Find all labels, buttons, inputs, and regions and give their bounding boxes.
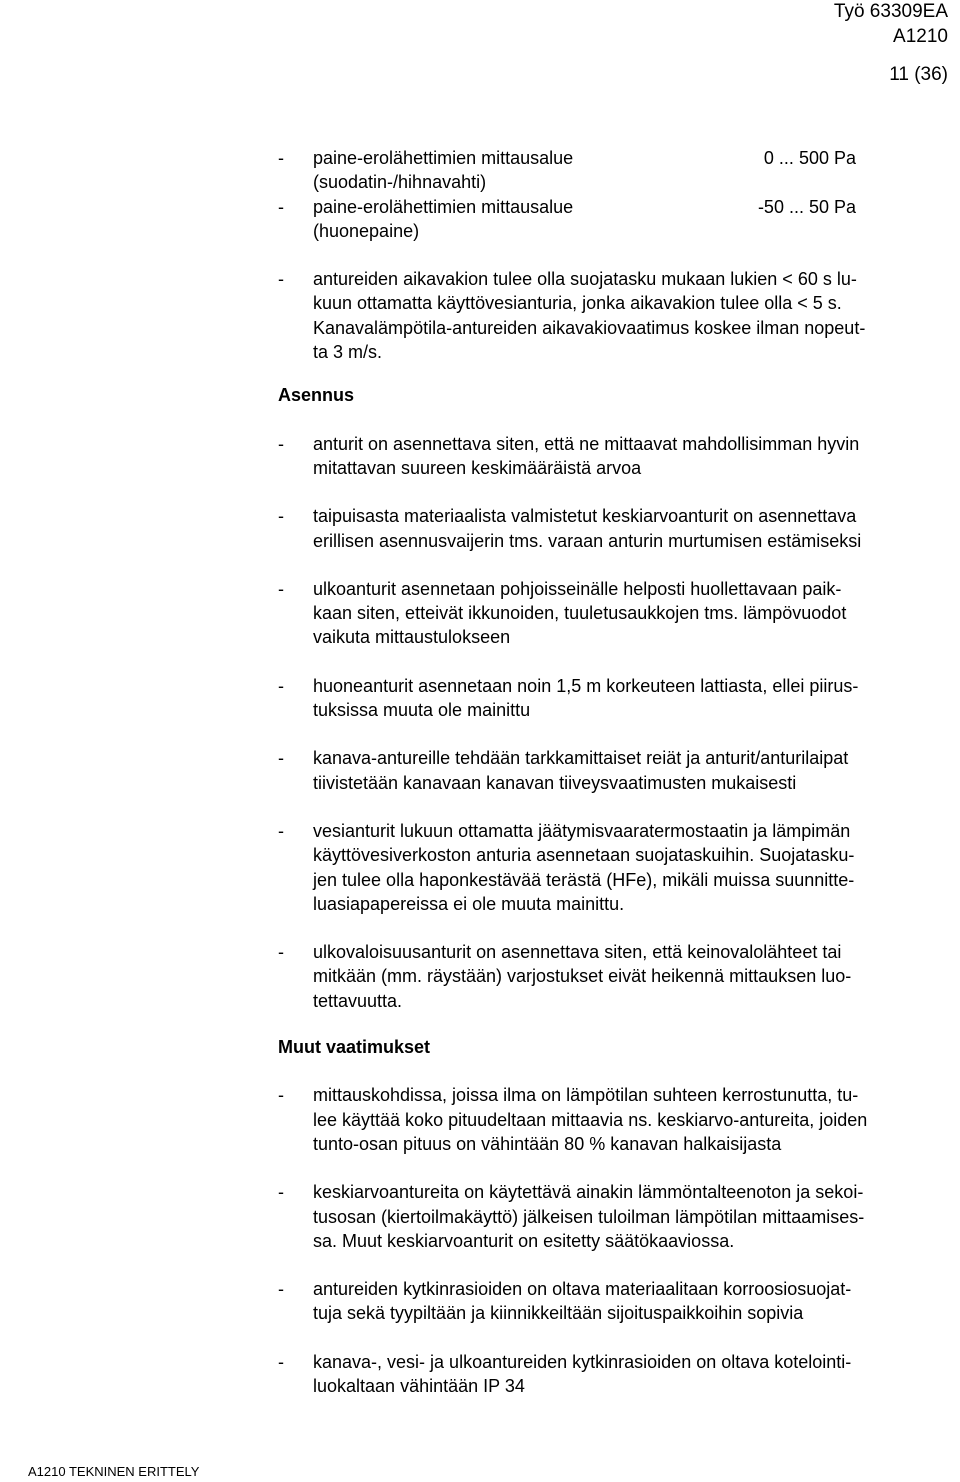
range-item <box>278 146 960 195</box>
text-line: ta 3 m/s. <box>313 342 383 363</box>
list-item <box>278 674 960 723</box>
list-dash: - <box>278 675 284 696</box>
text-line: sa. Muut keskiarvoanturit on esitetty säätökaaviossa. <box>313 1230 735 1251</box>
list-dash: - <box>278 748 284 769</box>
range-label: paine-erolähettimien mittausalue <box>313 196 574 217</box>
text-line: vesianturit lukuun ottamatta jäätymisvaaratermostaatin ja lämpimän <box>313 820 851 841</box>
range-value: 0 ... 500 Pa <box>763 148 856 168</box>
section-heading-muut-vaatimukset: Muut vaatimukset <box>278 1037 431 1058</box>
text-line: lee käyttää koko pituudeltaan mittaavia ns. keskiarvo-antureita, joiden <box>313 1109 868 1130</box>
range-sublabel: (suodatin-/hihnavahti) <box>313 172 487 193</box>
list-item <box>278 1350 960 1399</box>
list-item <box>278 746 960 795</box>
time-constant-item <box>278 267 960 364</box>
list-item <box>278 819 960 916</box>
page-number: 11 (36) <box>889 64 948 85</box>
list-item <box>278 1083 960 1156</box>
list-dash: - <box>278 433 284 454</box>
text-line: ulkoanturit asennetaan pohjoisseinälle helposti huollettavaan paik- <box>313 578 842 599</box>
list-dash: - <box>278 506 284 527</box>
text-line: ulkovaloisuusanturit on asennettava siten, että keinovalolähteet tai <box>313 942 842 963</box>
text-line: tettavuutta. <box>313 990 403 1011</box>
text-line: Kanavalämpötila-antureiden aikavakiovaatimus koskee ilman nopeut- <box>313 317 866 338</box>
text-line: erillisen asennusvaijerin tms. varaan anturin murtumisen estämiseksi <box>313 530 862 551</box>
text-line: kaan siten, etteivät ikkunoiden, tuuletusaukkojen tms. lämpövuodot <box>313 603 847 624</box>
range-sublabel: (huonepaine) <box>313 220 420 241</box>
list-dash: - <box>278 942 284 963</box>
text-line: tunto-osan pituus on vähintään 80 % kanavan halkaisijasta <box>313 1133 782 1154</box>
text-line: kanava-antureille tehdään tarkkamittaiset reiät ja anturit/anturilaipat <box>313 748 849 769</box>
text-line: mitkään (mm. räystään) varjostukset eivät heikennä mittauksen luo- <box>313 966 852 987</box>
text-line: luokaltaan vähintään IP 34 <box>313 1375 525 1396</box>
text-line: huoneanturit asennetaan noin 1,5 m korkeuteen lattiasta, ellei piirus- <box>313 675 859 696</box>
text-line: mitattavan suureen keskimääräistä arvoa <box>313 457 642 478</box>
list-item <box>278 940 960 1013</box>
text-line: mittauskohdissa, joissa ilma on lämpötilan suhteen kerrostunutta, tu- <box>313 1085 859 1106</box>
text-line: tusosan (kiertoilmakäyttö) jälkeisen tuloilman lämpötilan mittaamises- <box>313 1206 865 1227</box>
text-line: luasiapapereissa ei ole muuta mainittu. <box>313 893 625 914</box>
text-line: antureiden aikavakion tulee olla suojatasku mukaan lukien < 60 s lu- <box>313 269 857 290</box>
list-dash: - <box>278 148 284 168</box>
text-line: tuksissa muuta ole mainittu <box>313 700 531 721</box>
list-dash: - <box>278 196 284 217</box>
list-dash: - <box>278 820 284 841</box>
text-line: anturit on asennettava siten, että ne mittaavat mahdollisimman hyvin <box>313 433 860 454</box>
text-line: käyttövesiverkoston anturia asennetaan suojataskuihin. Suojatasku- <box>313 845 855 866</box>
list-dash: - <box>278 1351 284 1372</box>
list-dash: - <box>278 269 284 290</box>
list-dash: - <box>278 1085 284 1106</box>
list-item <box>278 577 960 650</box>
text-line: tuja sekä tyypiltään ja kiinnikkeiltään sijoituspaikkoihin sopivia <box>313 1303 804 1324</box>
list-dash: - <box>278 1182 284 1203</box>
text-line: jen tulee olla haponkestävää terästä (HFe), mikäli muissa suunnitte- <box>313 869 855 890</box>
document-code: A1210 <box>893 26 948 47</box>
list-item <box>278 504 960 553</box>
text-line: kanava-, vesi- ja ulkoantureiden kytkinrasioiden on oltava kotelointi- <box>313 1351 852 1372</box>
text-line: taipuisasta materiaalista valmistetut keskiarvoanturit on asennettava <box>313 506 857 527</box>
range-value: -50 ... 50 Pa <box>757 196 856 217</box>
work-number: Työ 63309EA <box>833 1 948 22</box>
range-label: paine-erolähettimien mittausalue <box>313 148 574 168</box>
list-item <box>278 1277 960 1326</box>
document-body <box>278 146 960 1398</box>
text-line: antureiden kytkinrasioiden on oltava materiaalitaan korroosiosuojat- <box>313 1279 852 1300</box>
text-line: keskiarvoantureita on käytettävä ainakin lämmöntalteenoton ja sekoi- <box>313 1182 864 1203</box>
range-item <box>278 195 960 244</box>
list-dash: - <box>278 1279 284 1300</box>
text-line: kuun ottamatta käyttövesianturia, jonka aikavakion tulee olla < 5 s. <box>313 293 842 314</box>
section-heading-asennus: Asennus <box>278 385 355 406</box>
list-item <box>278 432 960 481</box>
text-line: vaikuta mittaustulokseen <box>313 627 511 648</box>
text-line: tiivistetään kanavaan kanavan tiiveysvaatimusten mukaisesti <box>313 772 797 793</box>
page-footer: A1210 TEKNINEN ERITTELY <box>28 1464 200 1479</box>
list-item <box>278 1180 960 1253</box>
list-dash: - <box>278 578 284 599</box>
